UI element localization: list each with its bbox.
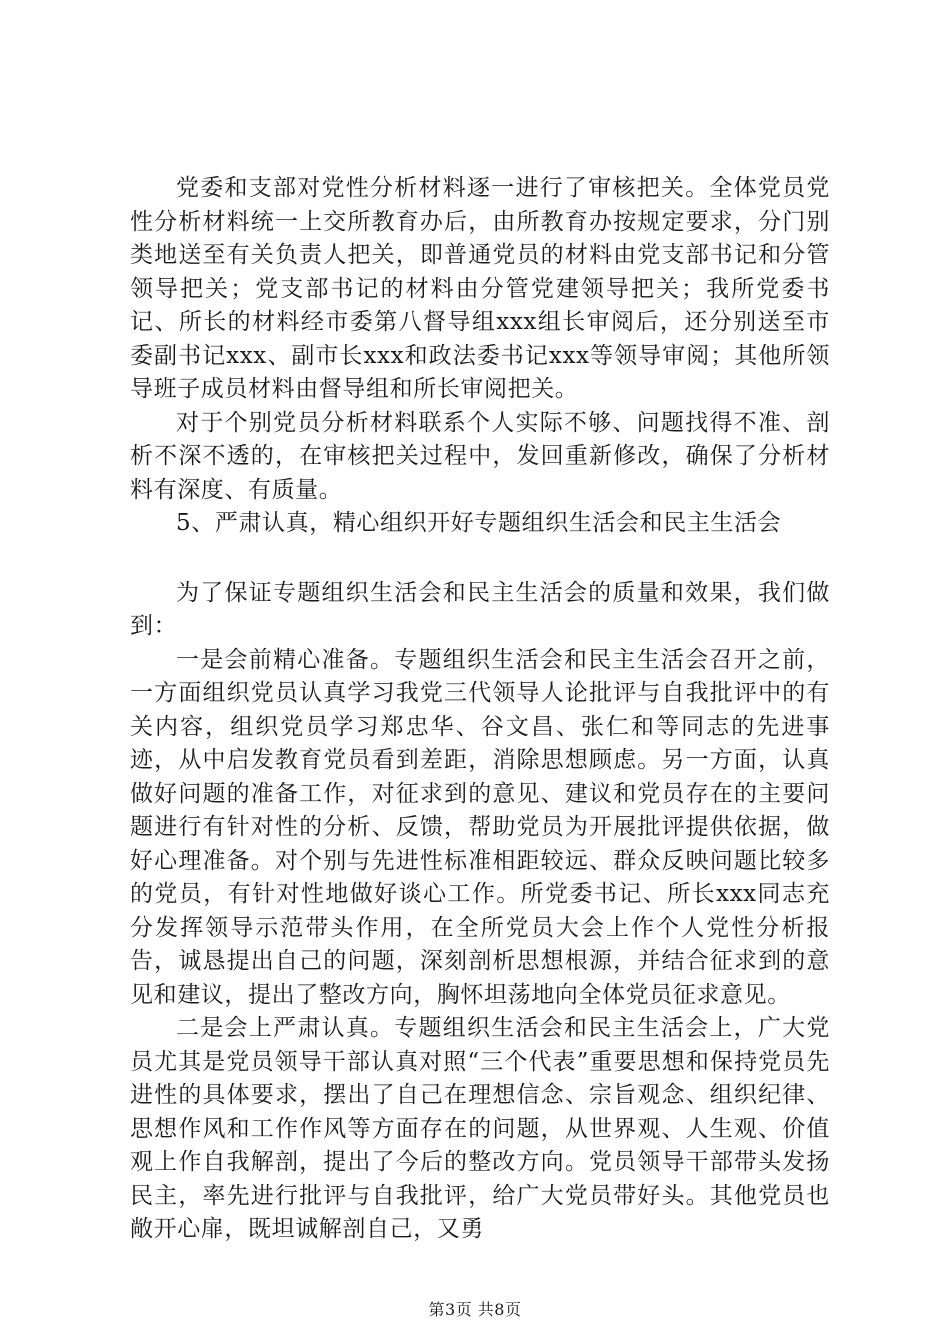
section-spacer — [130, 541, 830, 577]
document-body — [130, 172, 830, 1247]
paragraph-intro: 为了保证专题组织生活会和民主生活会的质量和效果，我们做到： — [130, 579, 830, 639]
paragraph-preparation: 一是会前精心准备。专题组织生活会和民主生活会召开之前，一方面组织党员认真学习我党三代领导人论批评与自我批评中的有关内容，组织党员学习郑忠华、谷文昌、张仁和等同志的先进事迹，从中启发教育党员看到差距，消除思想顾虑。另一方面，认真做好问题的准备工作，对征求到的意见、建议和党员存在的主要问题进行有针对性的分析、反馈，帮助党员为开展批评提供依据，做好心理准备。对个别与先进性标准相距较远、群众反映问题比较多的党员，有针对性地做好谈心工作。所党委书记、所长xxx同志充分发挥领导示范带头作用，在全所党员大会上作个人党性分析报告，诚恳提出自己的问题，深刻剖析思想根源，并结合征求到的意见和建议，提出了整改方向，胸怀坦荡地向全体党员征求意见。 — [130, 646, 830, 1008]
page-footer: 第3页 共8页 — [428, 1300, 522, 1319]
paragraph-review: 党委和支部对党性分析材料逐一进行了审核把关。全体党员党性分析材料统一上交所教育办后，由所教育办按规定要求，分门别类地送至有关负责人把关，即普通党员的材料由党支部书记和分管领导把关；党支部书记的材料由分管党建领导把关；我所党委书记、所长的材料经市委第八督导组xxx组长审阅后，还分别送至市委副书记xxx、副市长xxx和政法委书记xxx等领导审阅；其他所领导班子成员材料由督导组和所长审阅把关。 — [130, 175, 830, 402]
paragraph-meeting: 二是会上严肃认真。专题组织生活会和民主生活会上，广大党员尤其是党员领导干部认真对照“三个代表”重要思想和保持党员先进性的具体要求，摆出了自己在理想信念、宗旨观念、组织纪律、思想作风和工作作风等方面存在的问题，从世界观、人生观、价值观上作自我解剖，提出了今后的整改方向。党员领导干部带头发扬民主，率先进行批评与自我批评，给广大党员带好头。其他党员也敞开心扉，既坦诚解剖自己，又勇 — [130, 1015, 830, 1242]
section-heading: 5、严肃认真，精心组织开好专题组织生活会和民主生活会 — [176, 510, 782, 536]
paragraph-revision: 对于个别党员分析材料联系个人实际不够、问题找得不准、剖析不深不透的，在审核把关过程中，发回重新修改，确保了分析材料有深度、有质量。 — [130, 409, 830, 503]
